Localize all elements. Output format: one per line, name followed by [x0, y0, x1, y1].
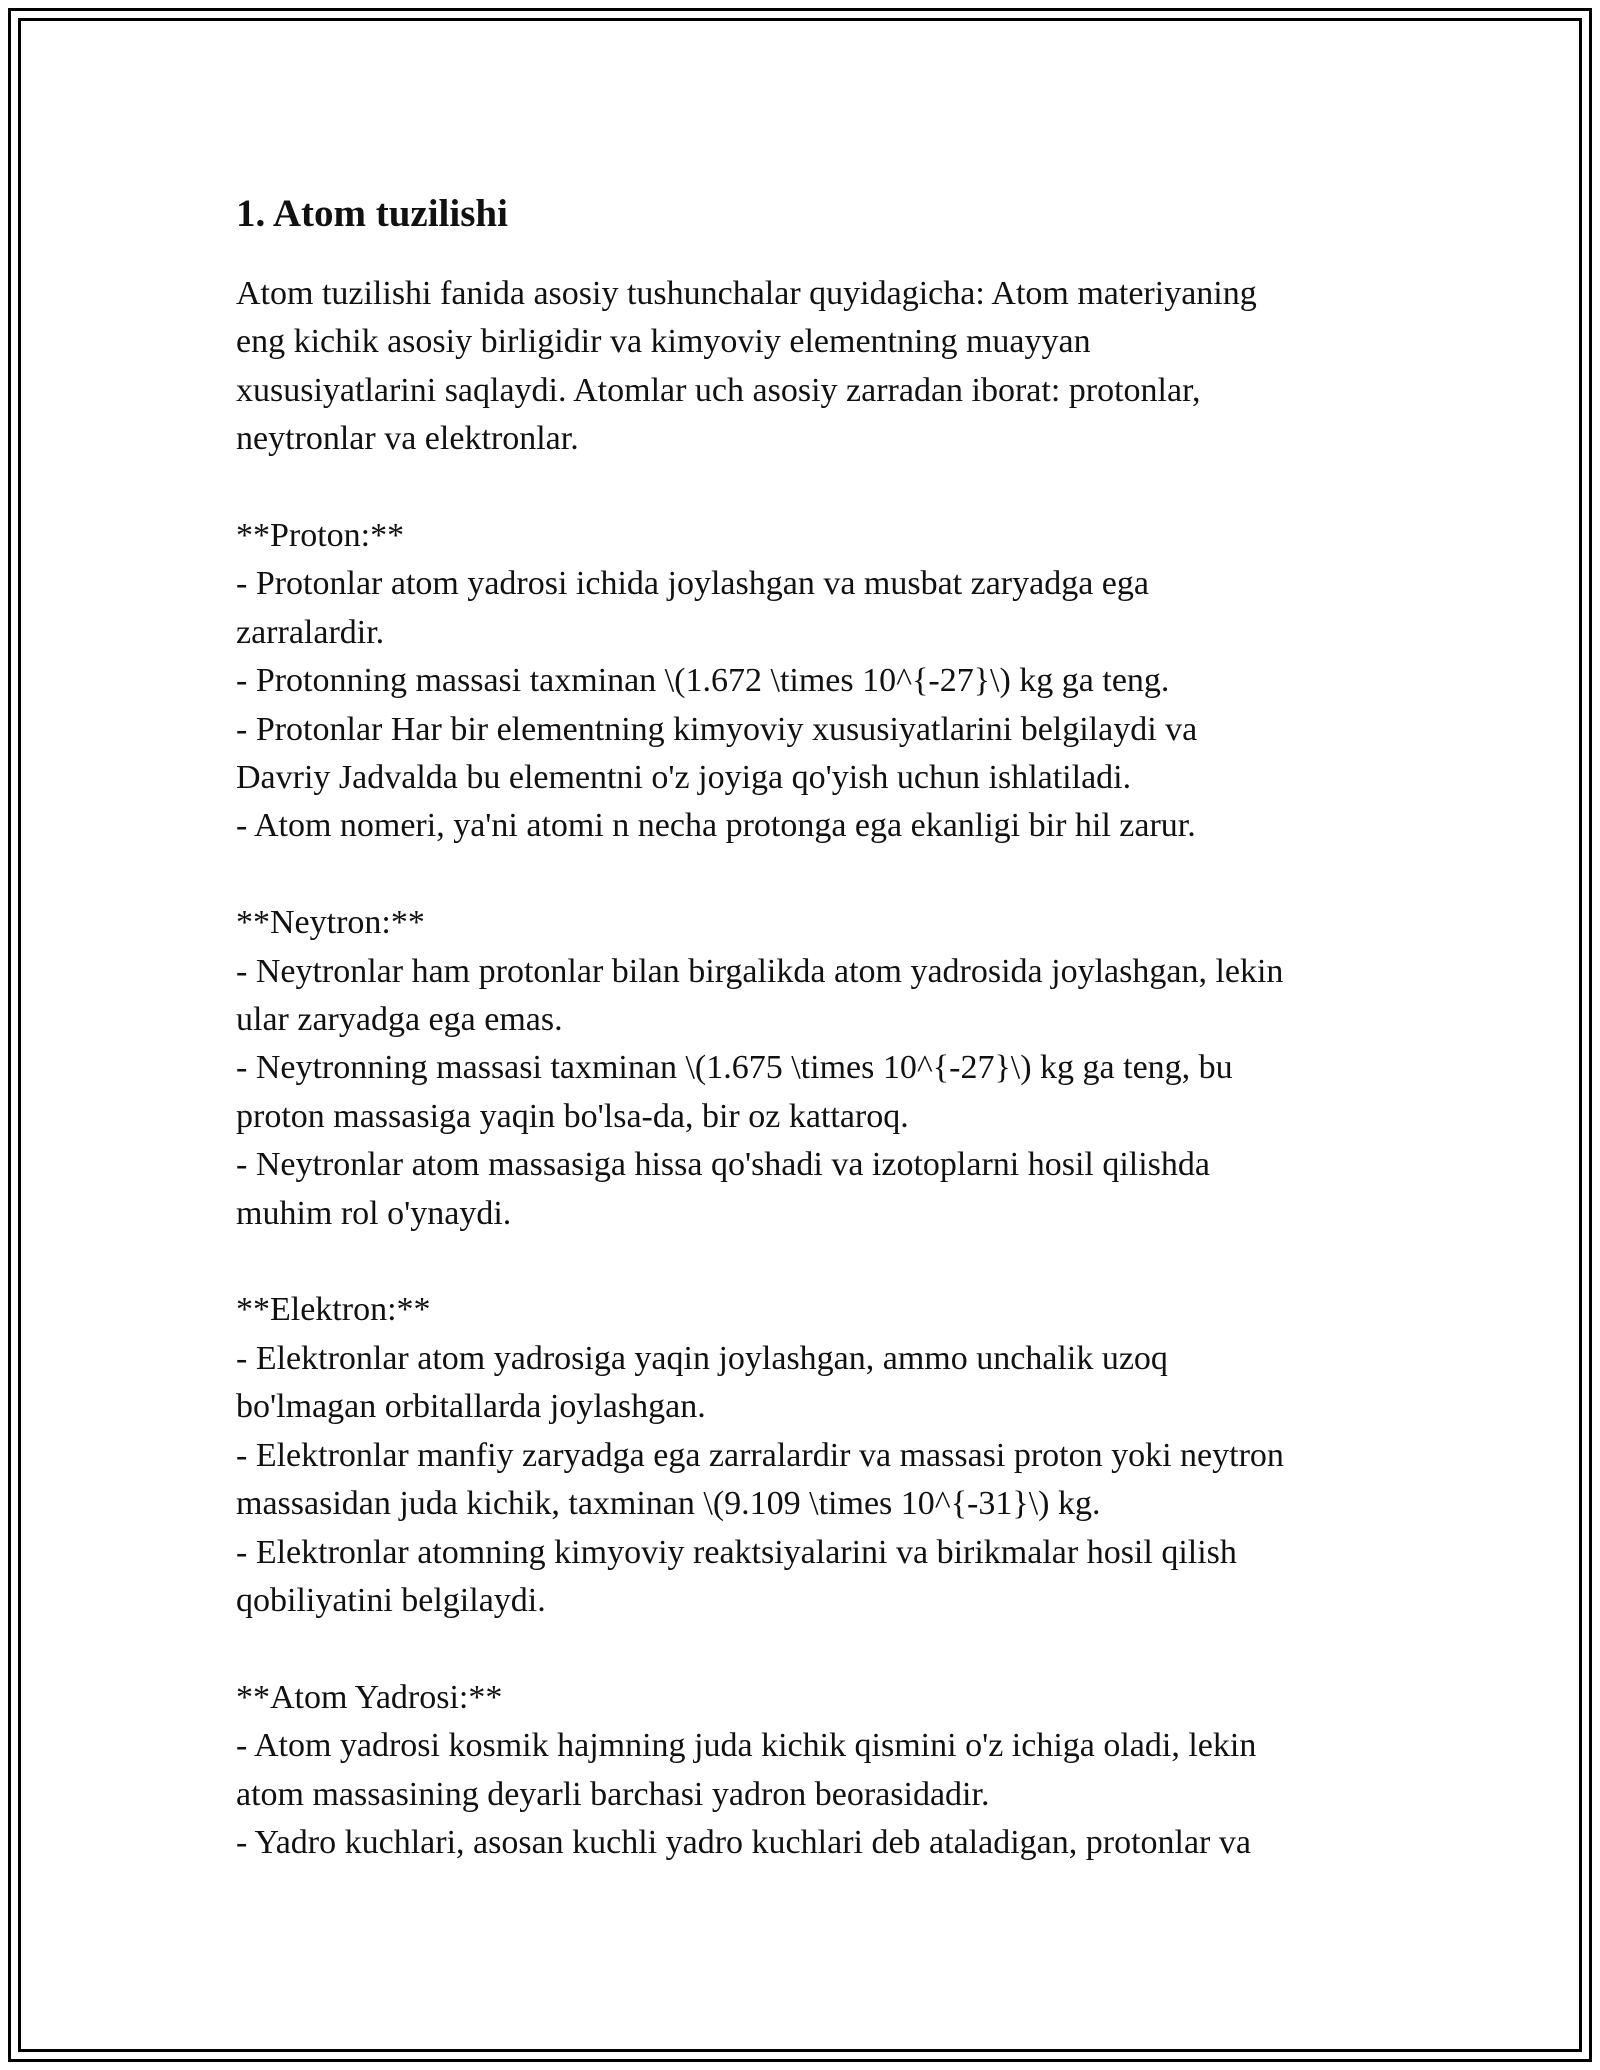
text-line: atom massasining deyarli barchasi yadron beorasidadir.: [236, 1775, 990, 1813]
text-line: ular zaryadga ega emas.: [236, 1001, 563, 1039]
text-line: - Yadro kuchlari, asosan kuchli yadro kuchlari deb ataladigan, protonlar va: [236, 1823, 1251, 1861]
neytron-section: [236, 899, 1376, 1238]
neytron-title: **Neytron:**: [236, 904, 425, 942]
text-line: bo'lmagan orbitallarda joylashgan.: [236, 1388, 706, 1426]
text-line: qobiliyatini belgilaydi.: [236, 1581, 546, 1619]
text-line: - Elektronlar atomning kimyoviy reaktsiyalarini va birikmalar hosil qilish: [236, 1533, 1237, 1571]
text-line: - Atom yadrosi kosmik hajmning juda kichik qismini o'z ichiga oladi, lekin: [236, 1727, 1257, 1765]
text-line: - Protonning massasi taxminan \(1.672 \times 10^{-27}\) kg ga teng.: [236, 662, 1170, 700]
text-line: - Elektronlar manfiy zaryadga ega zarralardir va massasi proton yoki neytron: [236, 1436, 1284, 1474]
text-line: - Protonlar Har bir elementning kimyoviy xususiyatlarini belgilaydi va: [236, 710, 1198, 748]
text-line: massasidan juda kichik, taxminan \(9.109 \times 10^{-31}\) kg.: [236, 1485, 1101, 1523]
document-body: [236, 186, 1376, 1867]
text-line: neytronlar va elektronlar.: [236, 420, 579, 458]
blank-line: [236, 464, 1376, 512]
yadro-section: [236, 1674, 1376, 1868]
text-line: - Elektronlar atom yadrosiga yaqin joylashgan, ammo unchalik uzoq: [236, 1339, 1168, 1377]
intro-paragraph: [236, 270, 1376, 464]
text-line: eng kichik asosiy birligidir va kimyoviy elementning muayyan: [236, 323, 1091, 361]
blank-line: [236, 851, 1376, 899]
text-line: - Neytronning massasi taxminan \(1.675 \times 10^{-27}\) kg ga teng, bu: [236, 1049, 1233, 1087]
yadro-title: **Atom Yadrosi:**: [236, 1678, 503, 1716]
text-line: zarralardir.: [236, 613, 385, 651]
text-line: proton massasiga yaqin bo'lsa-da, bir oz kattaroq.: [236, 1097, 909, 1135]
text-line: muhim rol o'ynaydi.: [236, 1194, 512, 1232]
text-line: Atom tuzilishi fanida asosiy tushunchalar quyidagicha: Atom materiyaning: [236, 275, 1257, 312]
text-line: - Neytronlar ham protonlar bilan birgalikda atom yadrosida joylashgan, lekin: [236, 952, 1284, 990]
text-line: - Neytronlar atom massasiga hissa qo'shadi va izotoplarni hosil qilishda: [236, 1146, 1210, 1184]
proton-title: **Proton:**: [236, 517, 405, 555]
section-heading: 1. Atom tuzilishi: [236, 192, 508, 235]
text-line: Davriy Jadvalda bu elementni o'z joyiga qo'yish uchun ishlatiladi.: [236, 759, 1132, 797]
proton-section: [236, 512, 1376, 851]
text-line: - Protonlar atom yadrosi ichida joylashgan va musbat zaryadga ega: [236, 565, 1149, 603]
blank-line: [236, 1238, 1376, 1286]
elektron-section: [236, 1286, 1376, 1625]
text-line: - Atom nomeri, ya'ni atomi n necha protonga ega ekanligi bir hil zarur.: [236, 807, 1196, 845]
blank-line: [236, 1625, 1376, 1673]
text-line: xususiyatlarini saqlaydi. Atomlar uch asosiy zarradan iborat: protonlar,: [236, 371, 1201, 409]
elektron-title: **Elektron:**: [236, 1291, 431, 1329]
